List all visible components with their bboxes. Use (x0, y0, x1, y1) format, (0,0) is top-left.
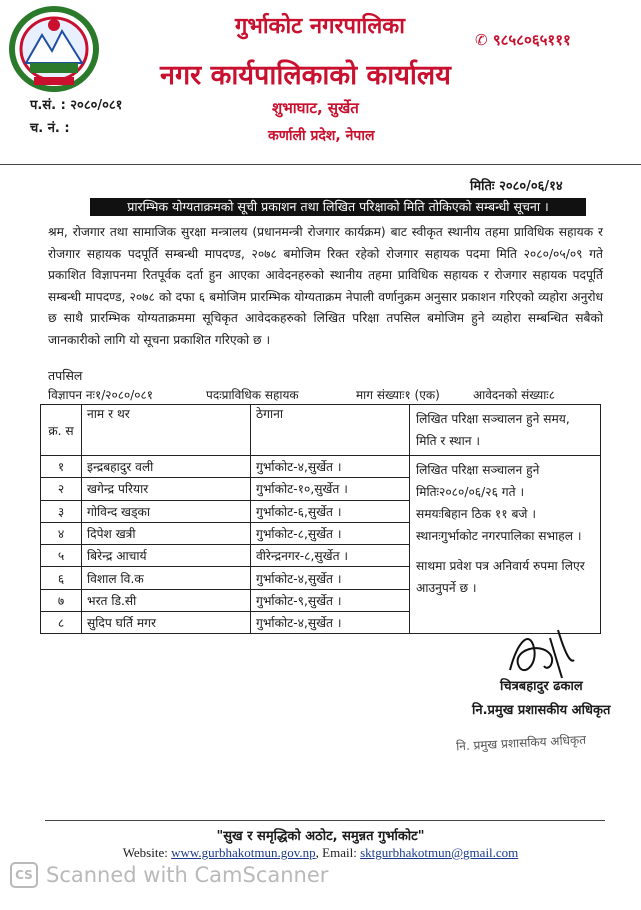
notice-date: मितिः २०८०/०६/१४ (470, 179, 563, 194)
advert-number: विज्ञापन नः१/२०८०/०८१ (48, 388, 153, 402)
row-sn: ८ (41, 612, 82, 634)
footer-slogan: "सुख र समृद्धिको अठोट, समुन्नत गुर्भाकोट" (216, 829, 425, 844)
advert-demand: माग संख्याः१ (एक) (356, 388, 440, 402)
row-address: गुर्भाकोट-८,सुर्खेत । (251, 522, 410, 544)
candidate-table (40, 404, 601, 634)
header-address: ठेगाना (251, 405, 410, 456)
office-name: गुर्भाकोट नगरपालिका (235, 14, 405, 39)
row-address: गुर्भाकोट-१०,सुर्खेत । (251, 478, 410, 500)
row-address: गुर्भाकोट-४,सुर्खेत । (251, 612, 410, 634)
camscanner-logo-icon: CS (10, 862, 38, 888)
chalani-number: च. नं. : (30, 121, 70, 136)
table-row (41, 456, 601, 478)
row-address: गुर्भाकोट-४,सुर्खेत । (251, 567, 410, 589)
header-exam: लिखित परिक्षा सञ्चालन हुने समय, मिति र स्थान । (410, 405, 601, 456)
row-name: दिपेश खत्री (82, 522, 251, 544)
row-address: गुर्भाकोट-४,सुर्खेत । (251, 456, 410, 478)
phone-value: ९८५८०६५१११ (492, 31, 571, 49)
header-sn: क्र. स (41, 405, 82, 456)
notice-body: श्रम, रोजगार तथा सामाजिक सुरक्षा मन्त्रालय (प्रधानमन्त्री रोजगार कार्यक्रम) बाट स्वीकृत स्थानीय तहमा प्राविधिक सहायक र रोजगार सहायक पदपूर्ति सम्बन्धी मापदण्ड, २०७८ बमोजिम रिक्त रहेको रोजगार सहायक पदमा मिति २०८०/०५/०९ गते प्रकाशित विज्ञापनमा रितपूर्वक दर्ता हुन आएका आवेदनहरुको स्थानीय तहमा प्राविधिक सहायक र रोजगार सहायक पदपूर्ति सम्बन्धी मापदण्ड, २०७८ को दफा ६ बमोजिम प्रारम्भिक योग्यताक्रम नेपाली वर्णानुक्रम अनुसार प्रकाशन गरिएको व्यहोरा अनुरोध छ साथै प्रारम्भिक योग्यताक्रममा सूचिकृत आवेदकहरुको लिखित परिक्षा तपसिल बमोजिम हुने व्यहोरा सम्बन्धित सबैको जानकारीको लागि यो सूचना प्रकाशित गरिएको छ । (48, 225, 603, 347)
footer-contact: Website: www.gurbhakotmun.gov.np, Email: sktgurbhakotmun@gmail.com (122, 845, 519, 860)
row-sn: ७ (41, 589, 82, 611)
row-sn: ५ (41, 545, 82, 567)
email-label: Email: (322, 845, 357, 860)
row-name: सुदिप घर्ति मगर (82, 612, 251, 634)
exam-venue: स्थानःगुर्भाकोट नगरपालिका सभाहल । (416, 529, 582, 543)
advert-applications: आवेदनको संख्याः८ (473, 388, 555, 402)
row-sn: २ (41, 478, 82, 500)
row-sn: १ (41, 456, 82, 478)
row-name: भरत डि.सी (82, 589, 251, 611)
email-link[interactable]: sktgurbhakotmun@gmail.com (360, 845, 519, 860)
row-address: गुर्भाकोट-६,सुर्खेत । (251, 500, 410, 522)
row-name: खगेन्द्र परियार (82, 478, 251, 500)
row-sn: ४ (41, 522, 82, 544)
row-name: बिरेन्द्र आचार्य (82, 545, 251, 567)
header-name: नाम र थर (82, 405, 251, 456)
exam-time: समयःबिहान ठिक ११ बजे । (416, 507, 536, 521)
row-name: इन्द्रबहादुर वली (82, 456, 251, 478)
exam-date: लिखित परिक्षा सञ्चालन हुने मितिः२०८०/०६/२६ गते । (416, 463, 540, 499)
signer-name: चित्रबहादुर ढकाल (500, 679, 583, 694)
phone-icon: ✆ (475, 31, 488, 49)
camscanner-watermark (10, 862, 328, 888)
signer-title: नि.प्रमुख प्रशासकीय अधिकृत (472, 703, 611, 718)
row-name: विशाल वि.क (82, 567, 251, 589)
nepal-emblem-icon (8, 5, 100, 93)
phone-number (475, 30, 571, 50)
row-sn: ६ (41, 567, 82, 589)
patra-sankhya: प.सं. : २०८०/०८१ (30, 98, 123, 113)
address-line-2: कर्णाली प्रदेश, नेपाल (268, 128, 375, 144)
official-stamp: नि. प्रमुख प्रशासकिय अधिकृत (455, 732, 587, 754)
row-sn: ३ (41, 500, 82, 522)
website-label: Website: (122, 845, 168, 860)
address-line-1: शुभाघाट, सुर्खेत (272, 99, 359, 117)
exam-admit-card: साथमा प्रवेश पत्र अनिवार्य रुपमा लिएर आउनुपर्ने छ । (416, 559, 585, 595)
tapsil-label: तपसिल (48, 368, 83, 383)
watermark-text: Scanned with CamScanner (46, 863, 329, 887)
notice-subject: प्रारम्भिक योग्यताक्रमको सूची प्रकाशन तथा लिखित परिक्षाको मिति तोकिएको सम्बन्धी सूचना । (90, 198, 586, 216)
website-link[interactable]: www.gurbhakotmun.gov.np (171, 845, 316, 860)
row-address: वीरेन्द्रनगर-८,सुर्खेत । (251, 545, 410, 567)
footer-divider (45, 820, 605, 821)
advert-post: पदःप्राविधिक सहायक (206, 388, 299, 402)
exam-details (410, 456, 601, 634)
row-name: गोविन्द खड्का (82, 500, 251, 522)
office-title: नगर कार्यपालिकाको कार्यालय (160, 60, 451, 91)
header-divider (0, 164, 641, 165)
table-header-row (41, 405, 601, 456)
row-address: गुर्भाकोट-९,सुर्खेत । (251, 589, 410, 611)
